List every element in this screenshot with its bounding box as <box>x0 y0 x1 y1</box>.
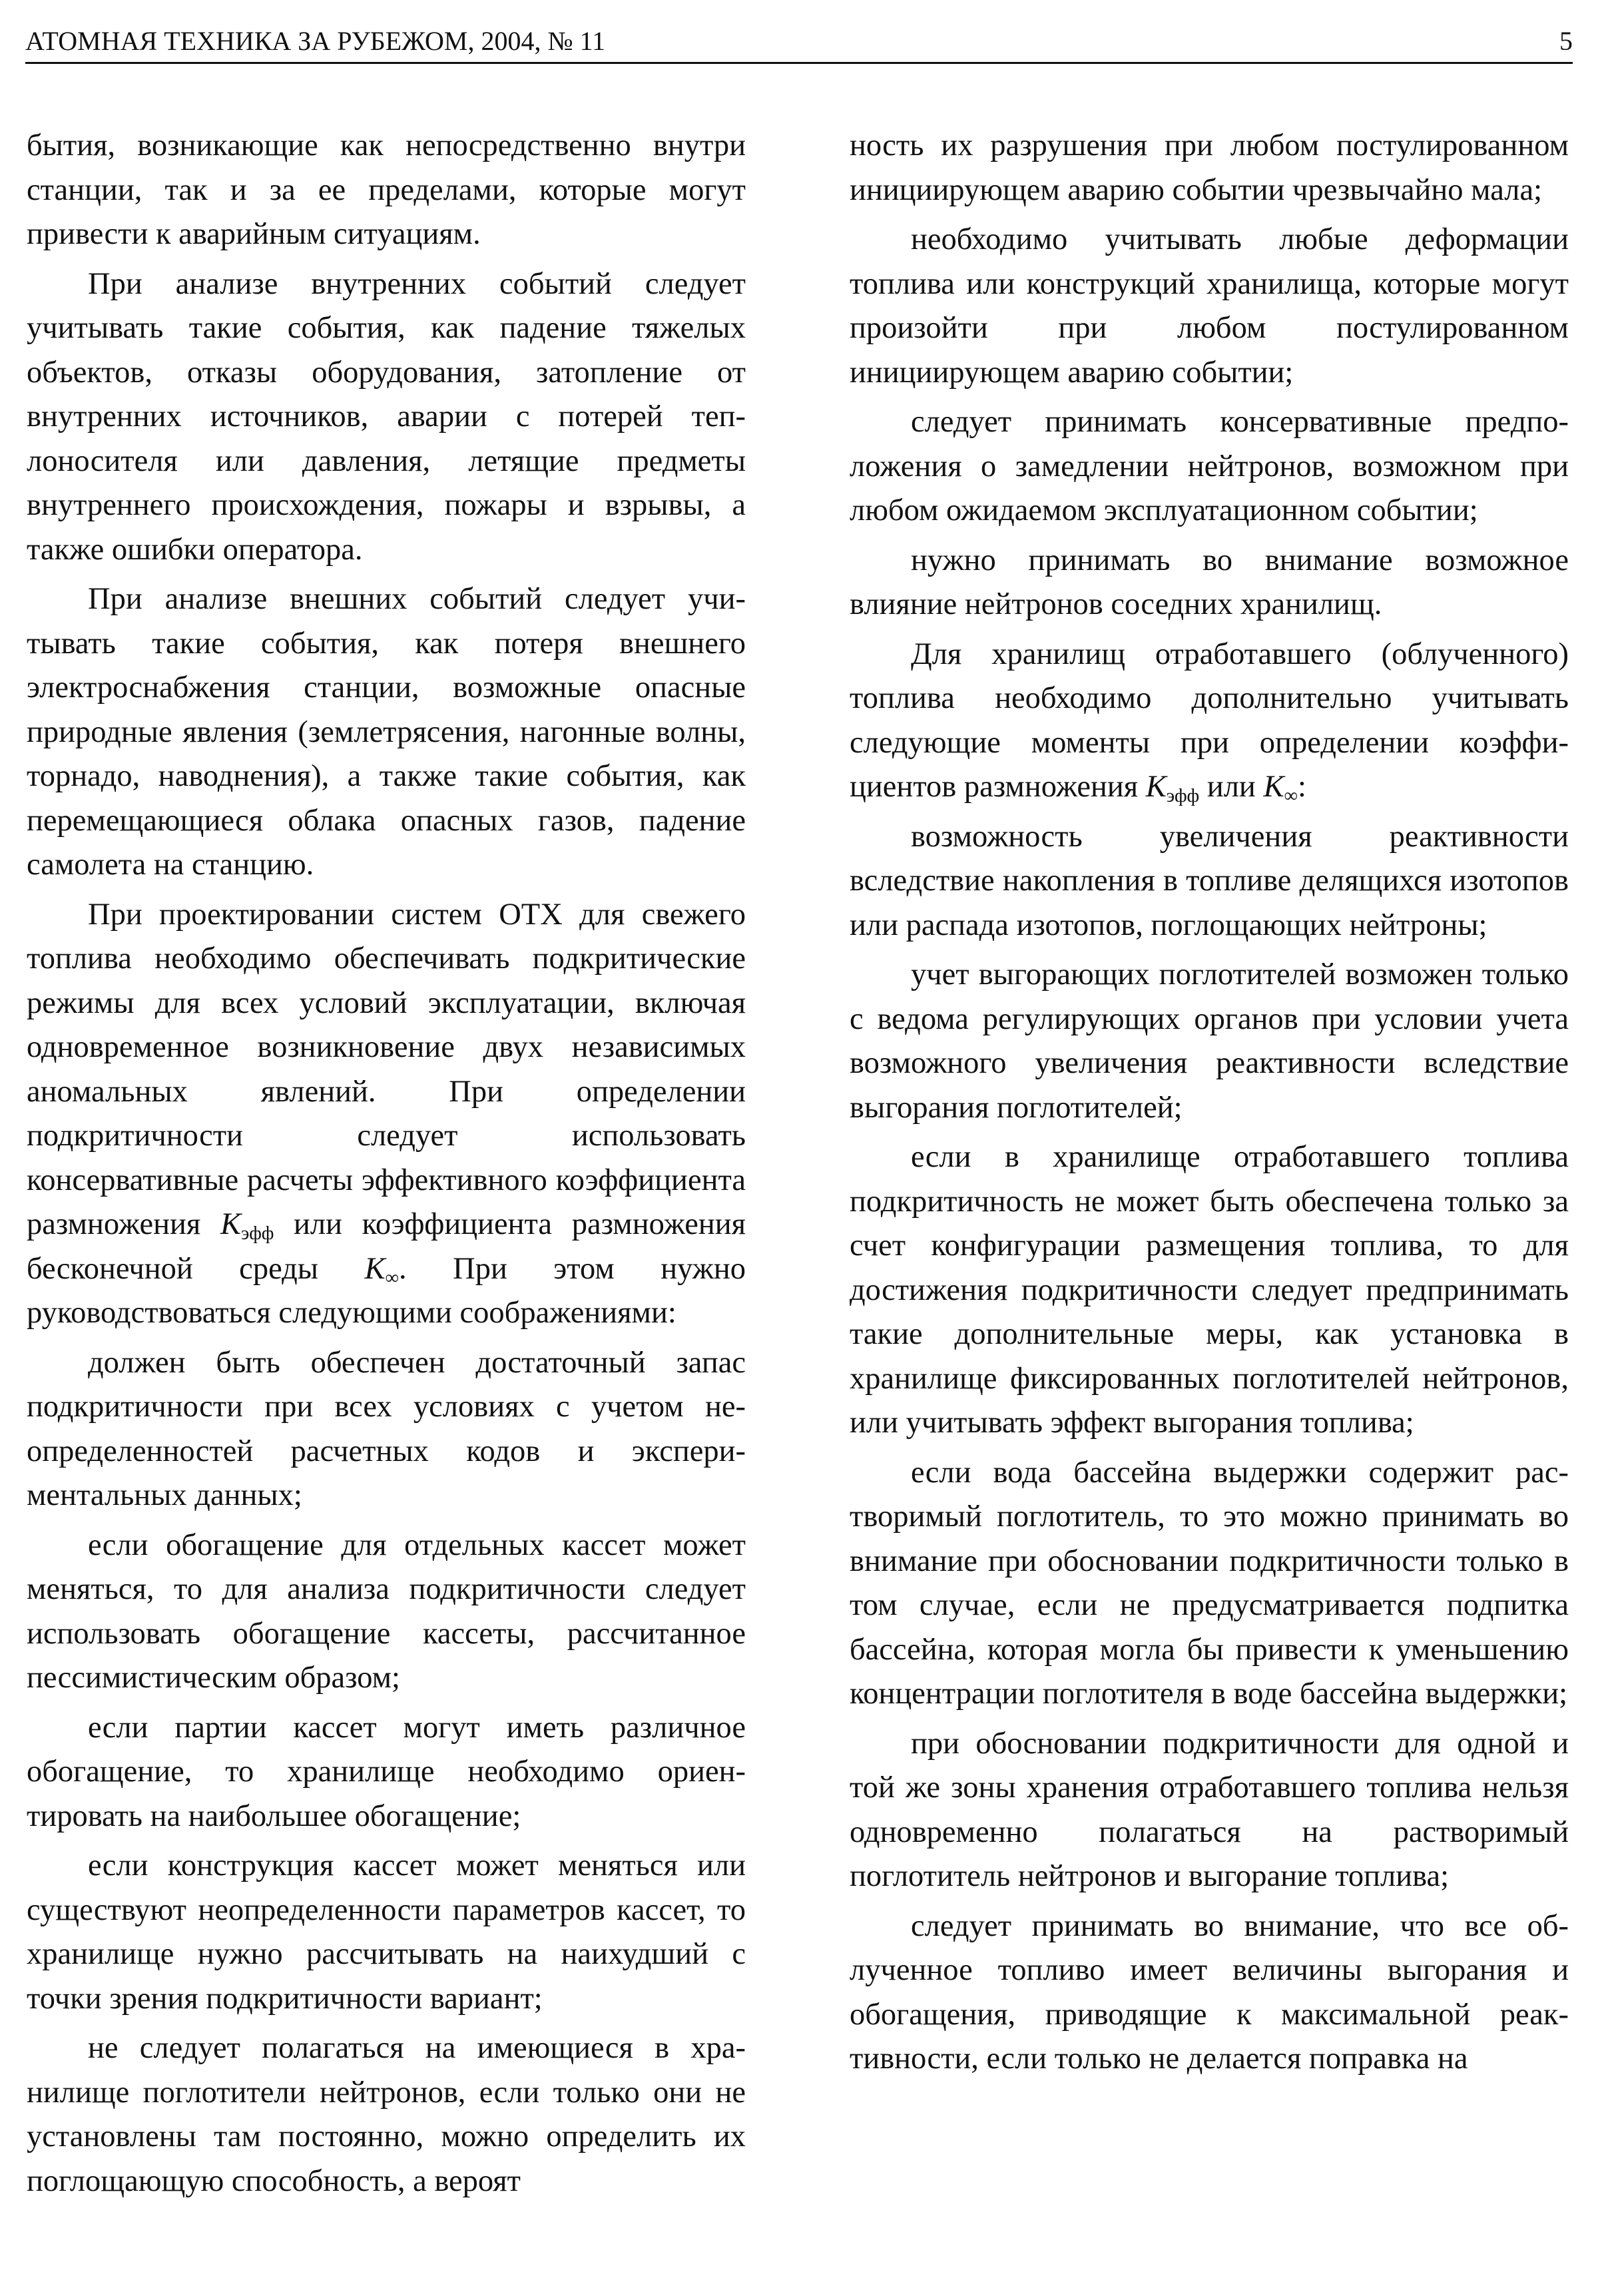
page-number: 5 <box>1559 26 1573 56</box>
list-item: учет выгорающих поглотителей возможен только с ведома регулирующих органов при условии учета возможного увеличения реактивности вследствие выгорания поглотителей; <box>850 958 1569 1125</box>
list-item: если конструкция кассет может меняться или существуют неопределенности параметров кассет, то хранилище нужно рассчитывать на наихудший с точки зрения подкритичности вариант; <box>27 1849 746 2016</box>
list-item: если вода бассейна выдержки содержит растворимый поглотитель, то это можно принимать во внимание при обосновании подкритичности только в том случае, если не предусматривается подпитка бассейна, которая могла бы привести к уменьшению концентрации поглотителя в воде бассейна выдержки; <box>850 1455 1569 1711</box>
list-item: при обосновании подкритичности для одной и той же зоны хранения отработавшего топлива нельзя одновременно полагаться на растворимый поглотитель нейтронов и выгорание топлива; <box>850 1726 1569 1893</box>
paragraph-with-formula <box>850 633 1569 810</box>
list-item: следует принимать консервативные предположения о замедлении нейтронов, возможном при любом ожидаемом эксплуатационном событии; <box>850 405 1569 527</box>
journal-title: АТОМНАЯ ТЕХНИКА ЗА РУБЕЖОМ, 2004, № 11 <box>25 26 606 56</box>
paragraph-text: При проектировании систем ОТХ для свежего топлива необходимо обеспечивать подкритические режимы для всех условий эксплуатации, включая одновременное возникновение двух независимых аномальных явлений. При определении подкритичности следует использовать консервативные расчеты эффективного коэффициента размножения <box>27 897 746 1241</box>
paragraph: При анализе внешних событий следует учитывать такие события, как потеря внешнего электроснабжения станции, возможные опасные природные явления (землетрясения, нагонные волны, торнадо, наводнения), а также такие события, как перемещающиеся облака опасных газов, падение самолета на станцию. <box>27 582 746 882</box>
left-column <box>27 124 746 2288</box>
k-eff-symbol: $K_{эфф}$ <box>220 1207 274 1245</box>
right-column <box>850 124 1569 2288</box>
list-item: необходимо учитывать любые деформации топлива или конструкций хранилища, которые могут произойти при любом постулированном инициирующем аварию событии; <box>850 222 1569 390</box>
paragraph-text: Для хранилищ отработавшего (облученного) топлива необходимо дополнительно учитывать следующие моменты при определении коэффициентов размножения <box>850 637 1569 804</box>
paragraph-text: или коэффициента размножения бесконечной среды <box>27 1207 746 1286</box>
paragraph-with-formula <box>27 893 746 1336</box>
list-item: если партии кассет могут иметь различное обогащение, то хранилище необходимо ориентировать на наибольшее обогащение; <box>27 1710 746 1833</box>
k-eff-symbol: $K_{эфф}$ <box>1145 770 1200 807</box>
list-item: должен быть обеспечен достаточный запас подкритичности при всех условиях с учетом неопределенностей расчетных кодов и экспериментальных данных; <box>27 1345 746 1512</box>
list-item: если обогащение для отдельных кассет может меняться, то для анализа подкритичности следует использовать обогащение кассеты, рассчитанное пессимистическим образом; <box>27 1528 746 1695</box>
list-item: не следует полагаться на имеющиеся в хранилище поглотители нейтронов, если только они не установлены там постоянно, можно определить их поглощающую способность, а вероят <box>27 2031 746 2198</box>
paragraph-text: или <box>1206 770 1256 804</box>
running-header <box>25 20 1573 64</box>
k-inf-symbol: $K_\infty$ <box>1263 770 1298 807</box>
paragraph: бытия, возникающие как непосредственно внутри станции, так и за ее пределами, которые могут привести к аварийным ситуациям. <box>27 129 746 251</box>
list-item: ность их разрушения при любом постулированном инициирующем аварию событии чрезвычайно мала; <box>850 129 1569 207</box>
paragraph-text: . При этом нужно руководствоваться следующими соображениями: <box>27 1251 746 1330</box>
list-item: нужно принимать во внимание возможное влияние нейтронов соседних хранилищ. <box>850 543 1569 621</box>
list-item: следует принимать во внимание, что все облученное топливо имеет величины выгорания и обогащения, приводящие к максимальной реактивности, если только не делается поправка на <box>850 1908 1569 2076</box>
k-inf-symbol: $K_\infty$ <box>364 1251 400 1289</box>
list-item: возможность увеличения реактивности вследствие накопления в топливе делящихся изотопов или распада изотопов, поглощающих нейтроны; <box>850 819 1569 942</box>
paragraph: При анализе внутренних событий следует учитывать такие события, как падение тяжелых объектов, отказы оборудования, затопление от внутренних источников, аварии с потерей теплоносителя или давления, летящие предметы внутреннего происхождения, пожары и взрывы, а также ошибки оператора. <box>27 266 746 567</box>
list-item: если в хранилище отработавшего топлива подкритичность не может быть обеспечена только за счет конфигурации размещения топлива, то для достижения подкритичности следует предпринимать такие дополнительные меры, как установка в хранилище фиксированных поглотителей нейтронов, или учитывать эффект выгорания топлива; <box>850 1140 1569 1440</box>
paragraph-text: : <box>1298 770 1306 804</box>
